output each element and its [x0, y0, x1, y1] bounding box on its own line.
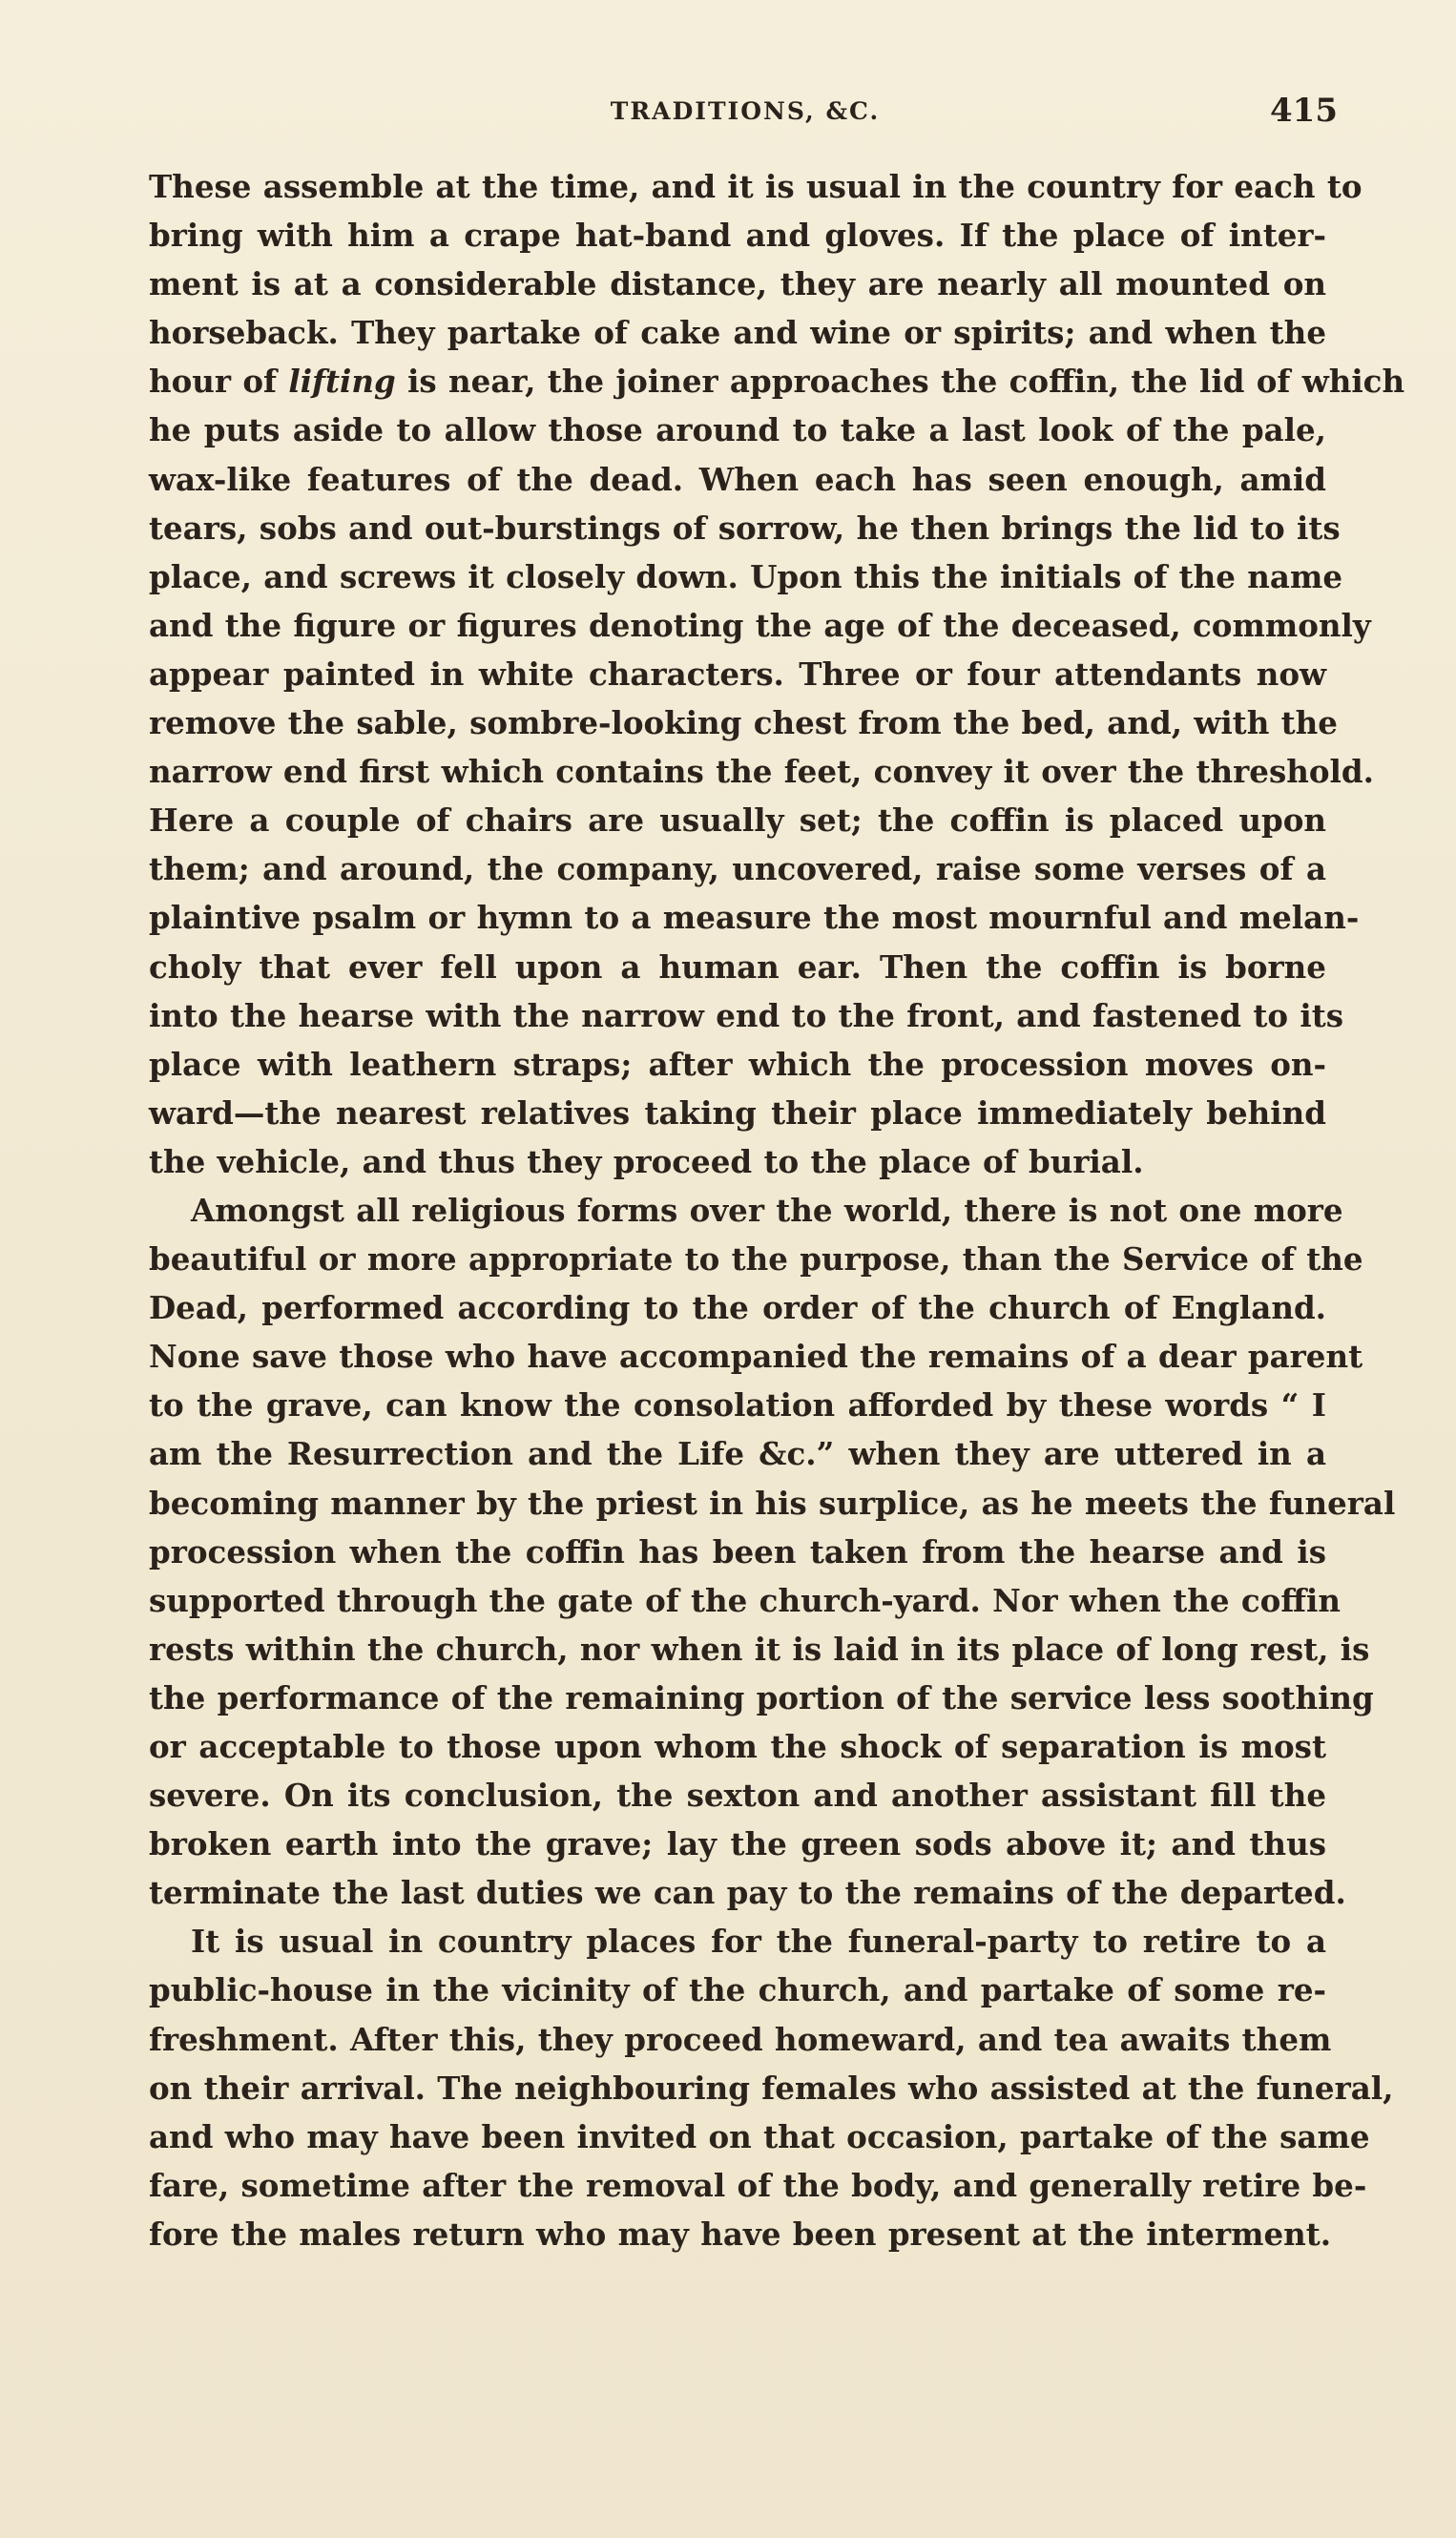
- text-line: Here a couple of chairs are usually set; the coffin is placed upon: [149, 801, 1326, 840]
- text-line: fore the males return who may have been present at the interment.: [149, 2215, 1332, 2253]
- text-line: rests within the church, nor when it is laid in its place of long rest, is: [149, 1630, 1370, 1668]
- text-fragment: is near, the joiner approaches the coffin, the lid of which: [395, 363, 1405, 401]
- italic-term: lifting: [288, 363, 396, 401]
- text-line: broken earth into the grave; lay the green sods above it; and thus: [149, 1825, 1326, 1863]
- text-line: or acceptable to those upon whom the shock of separation is most: [149, 1728, 1326, 1765]
- text-line: appear painted in white characters. Three or four attendants now: [149, 655, 1326, 693]
- text-line: to the grave, can know the consolation afforded by these words “ I: [149, 1386, 1326, 1425]
- text-line: horseback. They partake of cake and wine or spirits; and when the: [149, 314, 1326, 352]
- text-line: them; and around, the company, uncovered, raise some verses of a: [149, 850, 1326, 888]
- text-line: procession when the coffin has been taken from the hearse and is: [149, 1532, 1326, 1571]
- text-line: into the hearse with the narrow end to the front, and fastened to its: [149, 996, 1343, 1034]
- text-line: am the Resurrection and the Life &c.” when they are uttered in a: [149, 1435, 1326, 1473]
- text-line: on their arrival. The neighbouring females who assisted at the funeral,: [149, 2069, 1394, 2107]
- text-line: public-house in the vicinity of the church, and partake of some re-: [149, 1971, 1326, 2009]
- text-line: he puts aside to allow those around to take a last look of the pale,: [149, 411, 1326, 449]
- text-line: severe. On its conclusion, the sexton and another assistant fill the: [149, 1777, 1326, 1815]
- text-line: narrow end first which contains the feet, convey it over the threshold.: [149, 753, 1374, 791]
- text-line: remove the sable, sombre-looking chest from the bed, and, with the: [149, 704, 1338, 742]
- text-line: and the figure or figures denoting the age of the deceased, commonly: [149, 606, 1371, 644]
- text-line: fare, sometime after the removal of the body, and generally retire be-: [149, 2166, 1367, 2204]
- text-line: None save those who have accompanied the remains of a dear parent: [149, 1338, 1363, 1376]
- text-line: [149, 357, 1405, 406]
- text-line: freshment. After this, they proceed homeward, and tea awaits them: [149, 2020, 1332, 2058]
- text-line: ward—the nearest relatives taking their place immediately behind: [149, 1093, 1326, 1132]
- text-line: tears, sobs and out-burstings of sorrow, he then brings the lid to its: [149, 509, 1341, 547]
- running-head: [153, 92, 1338, 139]
- text-line: the performance of the remaining portion of the service less soothing: [149, 1678, 1374, 1716]
- text-line: These assemble at the time, and it is usual in the country for each to: [149, 168, 1362, 205]
- text-line: bring with him a crape hat-band and gloves. If the place of inter-: [149, 217, 1326, 255]
- text-line: beautiful or more appropriate to the purpose, than the Service of the: [149, 1240, 1363, 1279]
- page-number: 415: [1270, 92, 1338, 130]
- text-line: place, and screws it closely down. Upon this the initials of the name: [149, 557, 1343, 595]
- text-line: terminate the last duties we can pay to the remains of the departed.: [149, 1874, 1346, 1912]
- text-line: place with leathern straps; after which the procession moves on-: [149, 1045, 1326, 1083]
- text-line: plaintive psalm or hymn to a measure the most mournful and melan-: [149, 899, 1360, 937]
- text-line: choly that ever fell upon a human ear. Then the coffin is borne: [149, 947, 1326, 986]
- body-text: [149, 162, 1405, 2258]
- text-line: and who may have been invited on that occasion, partake of the same: [149, 2117, 1370, 2155]
- text-fragment: hour of: [149, 363, 289, 401]
- running-title: TRADITIONS, &C.: [610, 97, 881, 125]
- text-line: supported through the gate of the church-yard. Nor when the coffin: [149, 1581, 1341, 1619]
- text-line: the vehicle, and thus they proceed to the place of burial.: [149, 1142, 1144, 1180]
- text-line: It is usual in country places for the funeral-party to retire to a: [191, 1923, 1326, 1961]
- text-line: ment is at a considerable distance, they are nearly all mounted on: [149, 265, 1326, 303]
- text-line: becoming manner by the priest in his surplice, as he meets the funeral: [149, 1484, 1396, 1522]
- text-line: Dead, performed according to the order of the church of England.: [149, 1289, 1326, 1327]
- text-line: Amongst all religious forms over the world, there is not one more: [191, 1191, 1343, 1229]
- text-line: wax-like features of the dead. When each has seen enough, amid: [149, 460, 1326, 498]
